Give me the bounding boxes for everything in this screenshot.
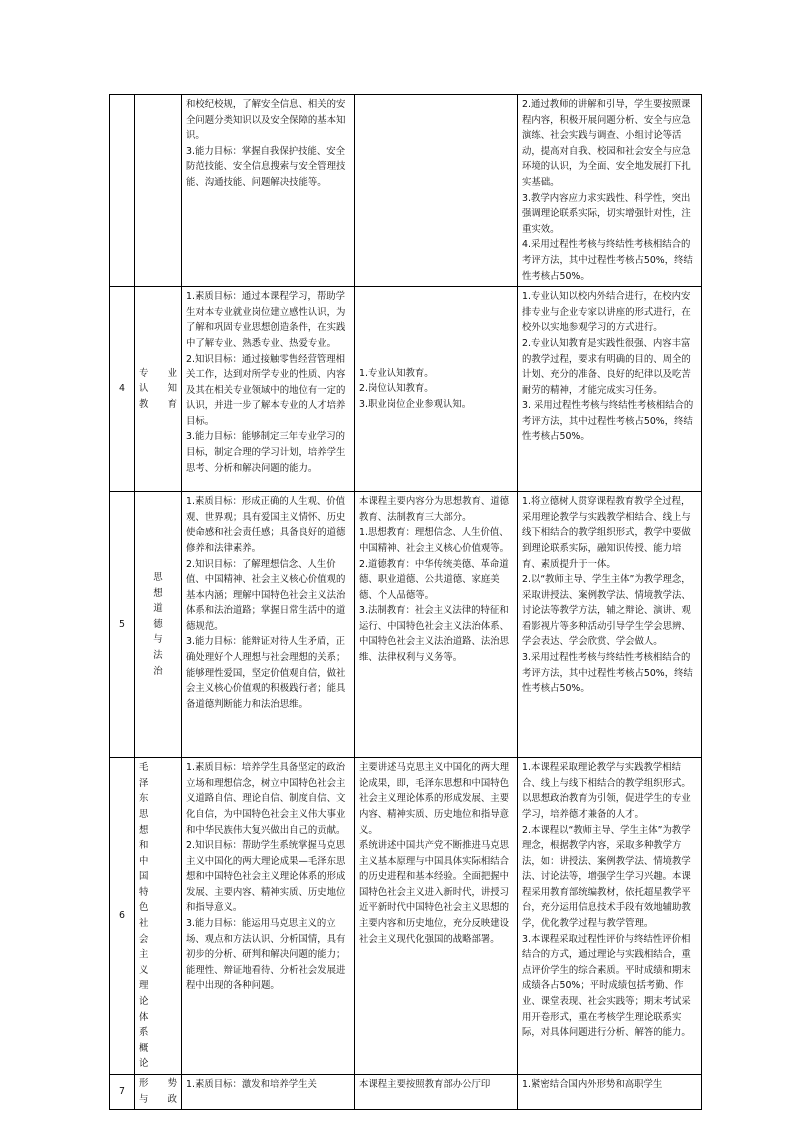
paragraph: 3.能力目标：能运用马克思主义的立场、观点和方法认识、分析国情，具有初步的分析、研判和解决问题的能力；能理性、辩证地看待、分析社会发展进程中出现的各种问题。 [186,918,346,992]
paragraph: 本课程主要按照教育部办公厅印 [359,1079,491,1090]
course-name-line: 主 [139,949,149,961]
teaching-requirements [518,95,702,287]
row-number: 7 [110,1075,135,1110]
course-name-line: 社 [139,918,149,930]
course-name-line: 中 [139,855,149,867]
course-goals [182,1075,355,1110]
paragraph: 2.道德教育：中华传统美德、革命道德、职业道德、公共道德、家庭美德、个人品德等。 [359,558,509,601]
course-goals [182,492,355,758]
paragraph: 2.通过教师的讲解和引导，学生要按照课程内容，积极开展问题分析、安全与应急演练、社会实践与调查、小组讨论等活动，提高对自我、校园和社会安全与应急环境的认识，为全面、安全地发展打下扎实基础。 [522,99,691,188]
course-goals [182,95,355,287]
table-body [110,95,702,1110]
paragraph: 4.采用过程性考核与终结性考核相结合的考评方法，其中过程性考核占50%，终结性考核占50%。 [522,239,693,282]
course-name-line: 和 [139,840,149,852]
course-name-line: 想 [139,824,149,836]
teaching-requirements [518,287,702,492]
row-number [110,95,135,287]
course-name-line: 教育 [139,398,177,410]
curriculum-table [109,94,702,1110]
paragraph: 3.能力目标：掌握自我保护技能、安全防范技能、安全信息搜索与安全管理技能、沟通技能、问题解决技能等。 [186,145,346,188]
course-name-line: 德 [153,618,163,630]
paragraph: 2.以“教师主导、学生主体”为教学理念，采取讲授法、案例教学法、情境教学法、讨论法等教学方法，辅之辩论、演讲、观看影视片等多种活动引导学生学会思辨、学会表达、学会欣赏、学会做人。 [522,574,691,648]
paragraph: 1.专业认知教育。 [359,367,434,379]
course-name-line: 泽 [139,777,149,789]
course-content [355,287,518,492]
paragraph: 3.能力目标：能辩证对待人生矛盾，正确处理好个人理想与社会理想的关系；能够理性爱国，坚定价值观自信，做社会主义核心价值观的积极践行者；能具备道德判断能力和法治思维。 [186,636,346,710]
course-name [135,287,182,492]
course-name-line: 特 [139,886,149,898]
paragraph: 1.素质目标：形成正确的人生观、价值观、世界观；具有爱国主义情怀、历史使命感和社会责任感；具备良好的道德修养和法律素养。 [186,496,346,554]
paragraph: 2.知识目标：帮助学生系统掌握马克思主义中国化的两大理论成果—毛泽东思想和中国特色社会主义理论体系的形成发展、主要内容、精神实质、历史地位和指导意义。 [186,840,346,914]
course-name-line: 论 [139,996,149,1008]
paragraph: 3.法制教育：社会主义法律的特征和运行、中国特色社会主义法治体系、中国特色社会主义法治道路、法治思维、法律权利与义务等。 [359,605,510,664]
paragraph: 本课程主要内容分为思想教育、道德教育、法制教育三大部分。 [359,496,510,523]
table-row [110,1075,702,1110]
course-name-line: 论 [139,1058,149,1070]
course-name-line: 与 [153,634,163,646]
paragraph: 3.能力目标：能够制定三年专业学习的目标，制定合理的学习计划，培养学生思考、分析和解决问题的能力。 [186,431,346,474]
course-name-line: 国 [139,871,149,883]
course-goals [182,758,355,1075]
paragraph: 1.素质目标：培养学生具备坚定的政治立场和理想信念，树立中国特色社会主义道路自信、理论自信、制度自信、文化自信，为中国特色社会主义伟大事业和中华民族伟大复兴做出自己的贡献。 [186,762,346,836]
paragraph: 2.本课程以“教师主导、学生主体”为教学理念，根据教学内容，采取多种教学方法，如：讲授法、案例教学法、情境教学法、讨论法等，增强学生学习兴趣。本课程采用教育部统编教材，依托超星教学平台，充分运用信息技术手段有效地辅助教学，优化教学过程与教学管理。 [522,824,691,930]
course-content [355,492,518,758]
course-name-line: 东 [139,793,149,805]
course-name-line: 专业 [139,367,177,379]
teaching-requirements [518,492,702,758]
course-name-line: 与政 [139,1093,177,1105]
teaching-requirements [518,758,702,1075]
paragraph: 3.采用过程性考核与终结性考核相结合的考评方法，其中过程性考核占50%，终结性考核占50%。 [522,652,693,695]
paragraph: 2.岗位认知教育。 [359,383,434,395]
paragraph: 3.职业岗位企业参观认知。 [359,398,472,410]
paragraph: 3.教学内容应力求实践性、科学性，突出强调理论联系实际，切实增强针对性，注重实效。 [522,192,691,235]
table-row [110,95,702,287]
course-content [355,1075,518,1110]
paragraph: 主要讲述马克思主义中国化的两大理论成果，即，毛泽东思想和中国特色社会主义理论体系的形成发展、主要内容、精神实质、历史地位和指导意义。 [359,762,510,836]
course-name-line: 系 [139,1027,149,1039]
teaching-requirements [518,1075,702,1110]
table-row [110,758,702,1075]
course-name [135,95,182,287]
course-content [355,758,518,1075]
table-row [110,492,702,758]
course-name-line: 治 [153,665,163,677]
course-name-line: 理 [139,980,149,992]
course-name-line: 体 [139,1011,149,1023]
paragraph: 2.专业认知教育是实践性很强、内容丰富的教学过程，要求有明确的目的、周全的计划、充分的准备、良好的纪律以及吃苦耐劳的精神，才能完成实习任务。 [522,337,691,396]
table-row [110,287,702,492]
paragraph: 和校纪校规，了解安全信息、相关的安全问题分类知识以及安全保障的基本知识。 [186,99,346,142]
paragraph: 1.专业认知以校内外结合进行，在校内安排专业与企业专家以讲座的形式进行，在校外以实地参观学习的方式进行。 [522,291,691,334]
course-content [355,95,518,287]
course-name-line: 认知 [139,383,177,395]
course-name-line: 思 [139,808,149,820]
course-name-line: 形势 [139,1078,177,1089]
paragraph: 系统讲述中国共产党不断推进马克思主义基本原理与中国具体实际相结合的历史进程和基本经验。全面把握中国特色社会主义进入新时代，讲授习近平新时代中国特色社会主义思想的主要内容和历史地位，充分反映建设社会主义现代化强国的战略部署。 [359,840,510,945]
course-name-line: 概 [139,1042,149,1054]
course-name-line: 想 [153,587,163,599]
paragraph: 1.素质目标：通过本课程学习，帮助学生对本专业就业岗位建立感性认识，为了解和巩固专业思想创造条件，在实践中了解专业、熟悉专业、热爱专业。 [186,291,346,349]
course-name [135,758,182,1075]
course-goals [182,287,355,492]
course-name-line: 色 [139,902,149,914]
paragraph: 3. 采用过程性考核与终结性考核相结合的考评方法，其中过程性考核占50%，终结性考核占50%。 [522,400,694,443]
paragraph: 1.素质目标：激发和培养学生关 [186,1079,317,1090]
paragraph: 1.紧密结合国内外形势和高职学生 [522,1079,663,1090]
course-name-line: 会 [139,933,149,945]
paragraph: 1.思想教育：理想信念、人生价值、中国精神、社会主义核心价值观等。 [359,527,510,554]
course-name-line: 毛 [139,762,149,774]
course-name-line: 法 [153,650,163,662]
row-number: 4 [110,287,135,492]
row-number: 5 [110,492,135,758]
paragraph: 1.本课程采取理论教学与实践教学相结合、线上与线下相结合的教学组织形式。以思想政治教育为引领，促进学生的专业学习，培养德才兼备的人才。 [522,762,691,820]
paragraph: 1.将立德树人贯穿课程教育教学全过程，采用理论教学与实践教学相结合、线上与线下相结合的教学组织形式，教学中要做到理论联系实际，融知识传授、能力培育、素质提升于一体。 [522,496,691,570]
paragraph: 2.知识目标：了解理想信念、人生价值、中国精神、社会主义核心价值观的基本内涵；理解中国特色社会主义法治体系和法治道路；掌握日常生活中的道德规范。 [186,558,346,632]
course-name-line: 思 [153,572,163,584]
course-name-line: 义 [139,964,149,976]
paragraph: 3.本课程采取过程性评价与终结性评价相结合的方式，通过理论与实践相结合，重点评价学生的综合素质。平时成绩和期末成绩各占50%；平时成绩包括考勤、作业、课堂表现、社会实践等；期末考试采用开卷形式，重在考核学生理论联系实际，对具体问题进行分析、解答的能力。 [522,933,691,1039]
course-name-line: 道 [153,603,163,615]
course-name [135,1075,182,1110]
course-name [135,492,182,758]
row-number: 6 [110,758,135,1075]
paragraph: 2.知识目标：通过接触零售经营管理相关工作，达到对所学专业的性质、内容及其在相关专业领域中的地位有一定的认识，并进一步了解本专业的人才培养目标。 [186,353,346,427]
